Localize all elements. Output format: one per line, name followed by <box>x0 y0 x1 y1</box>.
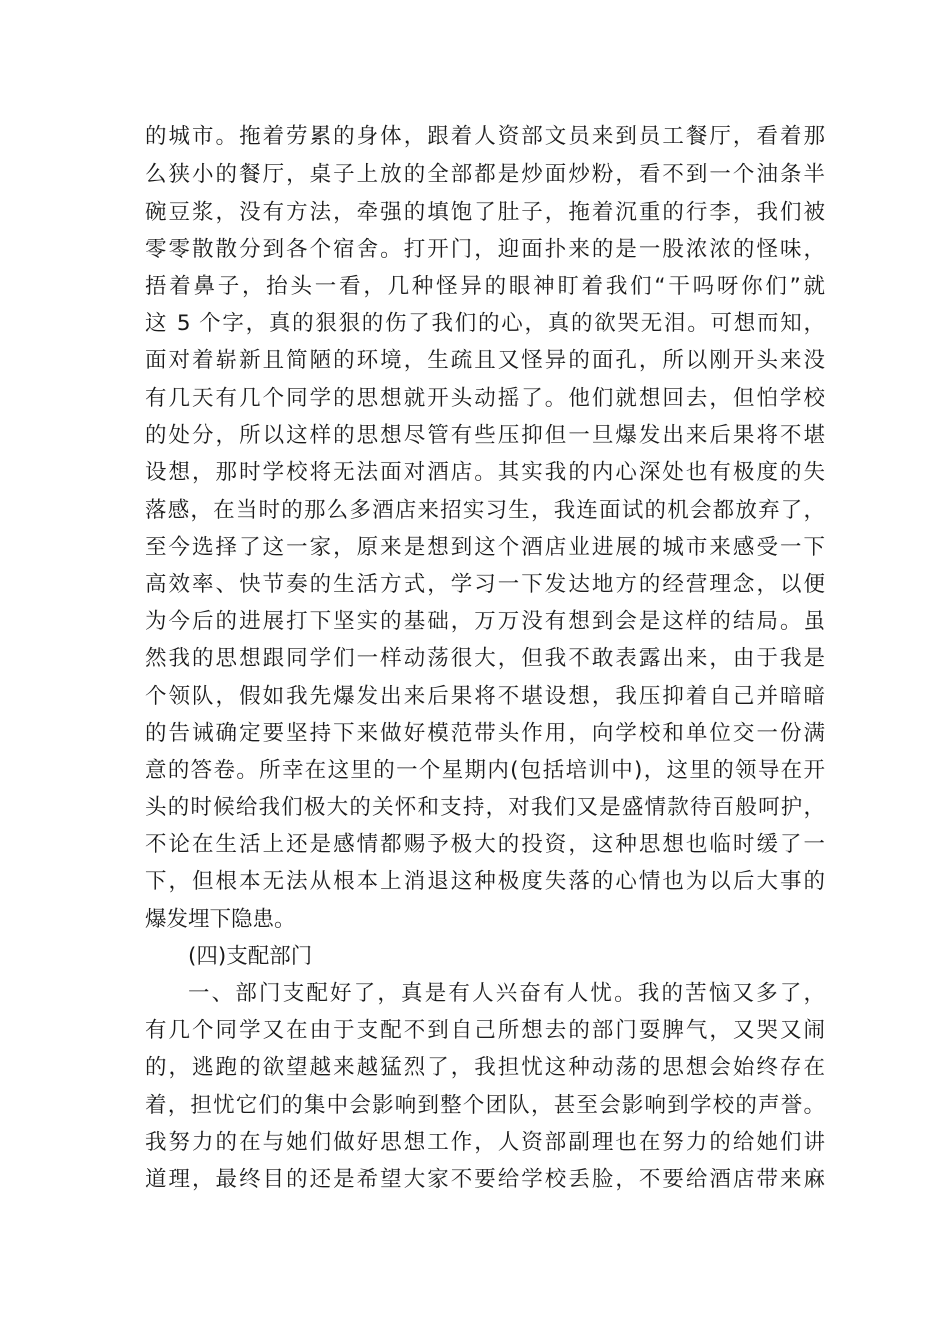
text-line: 为今后的进展打下坚实的基础，万万没有想到会是这样的结局。虽 <box>145 609 825 634</box>
text-line: 高效率、快节奏的生活方式，学习一下发达地方的经营理念，以便 <box>145 572 825 597</box>
text-line: 爆发埋下隐患。 <box>145 907 296 932</box>
text-line: 零零散散分到各个宿舍。打开门，迎面扑来的是一股浓浓的怪味， <box>145 237 825 262</box>
text-line: 不论在生活上还是感情都赐予极大的投资，这种思想也临时缓了一 <box>145 832 825 857</box>
text-line: 有几个同学又在由于支配不到自己所想去的部门耍脾气，又哭又闹 <box>145 1018 825 1043</box>
text-line: 的城市。拖着劳累的身体，跟着人资部文员来到员工餐厅，看着那 <box>145 124 825 149</box>
text-line: 一、部门支配好了，真是有人兴奋有人忧。我的苦恼又多了， <box>188 981 825 1006</box>
text-line: 头的时候给我们极大的关怀和支持，对我们又是盛情款待百般呵护， <box>145 795 825 820</box>
text-line: 捂着鼻子，抬头一看，几种怪异的眼神盯着我们“干吗呀你们”就 <box>145 274 825 299</box>
text-line: 我努力的在与她们做好思想工作，人资部副理也在努力的给她们讲 <box>145 1130 825 1155</box>
section-heading: (四)支配部门 <box>188 944 313 969</box>
text-line: 的处分，所以这样的思想尽管有些压抑但一旦爆发出来后果将不堪 <box>145 423 825 448</box>
text-line: 面对着崭新且简陋的环境，生疏且又怪异的面孔，所以刚开头来没 <box>145 348 825 373</box>
text-line: 碗豆浆，没有方法，牵强的填饱了肚子，拖着沉重的行李，我们被 <box>145 200 825 225</box>
text-line: 的，逃跑的欲望越来越猛烈了，我担忧这种动荡的思想会始终存在 <box>145 1055 825 1080</box>
text-line: 至今选择了这一家，原来是想到这个酒店业进展的城市来感受一下 <box>145 535 825 560</box>
text-line: 落感，在当时的那么多酒店来招实习生，我连面试的机会都放弃了， <box>145 498 825 523</box>
text-line: 么狭小的餐厅，桌子上放的全部都是炒面炒粉，看不到一个油条半 <box>145 162 825 187</box>
text-line: 设想，那时学校将无法面对酒店。其实我的内心深处也有极度的失 <box>145 460 825 485</box>
text-line: 下，但根本无法从根本上消退这种极度失落的心情也为以后大事的 <box>145 869 825 894</box>
text-line: 意的答卷。所幸在这里的一个星期内(包括培训中)，这里的领导在开 <box>145 758 825 783</box>
text-line: 的告诫确定要坚持下来做好模范带头作用，向学校和单位交一份满 <box>145 721 825 746</box>
text-line: 道理，最终目的还是希望大家不要给学校丢脸，不要给酒店带来麻 <box>145 1167 825 1192</box>
text-line: 有几天有几个同学的思想就开头动摇了。他们就想回去，但怕学校 <box>145 386 825 411</box>
text-line: 然我的思想跟同学们一样动荡很大，但我不敢表露出来，由于我是 <box>145 646 825 671</box>
text-line: 这 5 个字，真的狠狠的伤了我们的心，真的欲哭无泪。可想而知， <box>145 311 825 336</box>
text-line: 个领队，假如我先爆发出来后果将不堪设想，我压抑着自己并暗暗 <box>145 684 825 709</box>
text-line: 着，担忧它们的集中会影响到整个团队，甚至会影响到学校的声誉。 <box>145 1093 825 1118</box>
